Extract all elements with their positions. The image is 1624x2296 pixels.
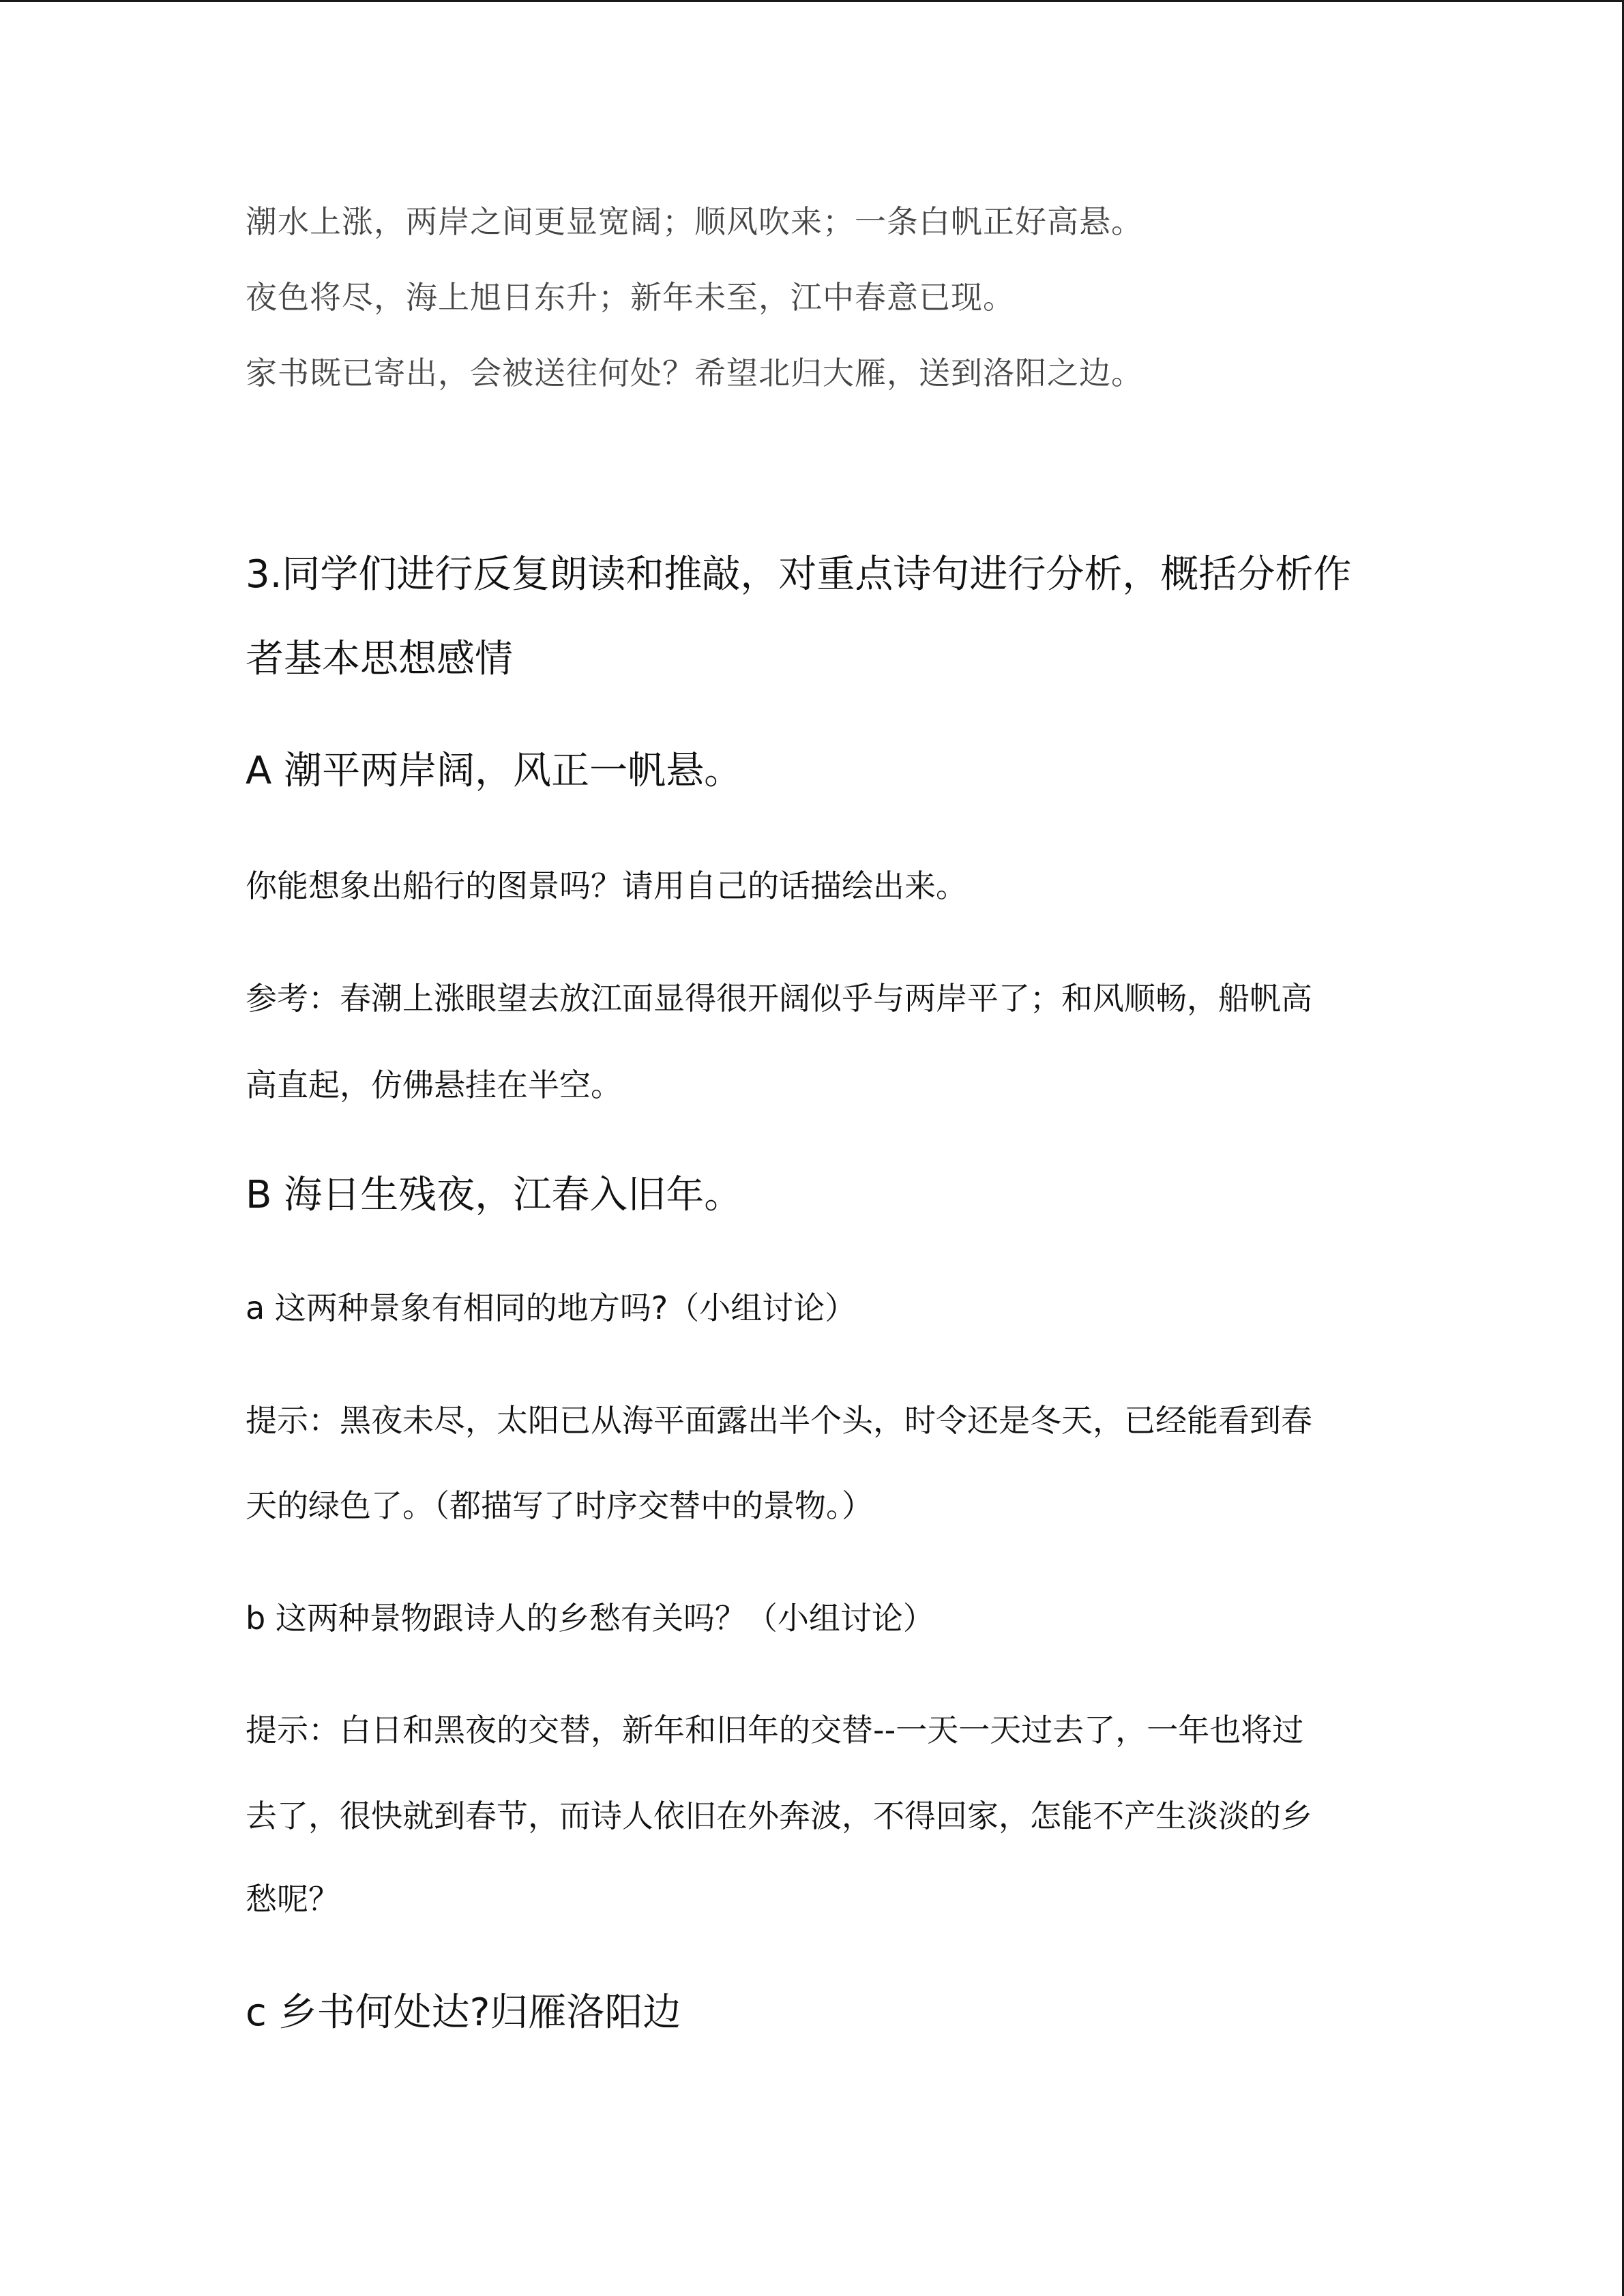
part-b-question-a: a 这两种景象有相同的地方吗?（小组讨论） — [246, 1289, 857, 1326]
section-heading-line-1: 3.同学们进行反复朗读和推敲，对重点诗句进行分析，概括分析作 — [246, 552, 1352, 597]
part-b-hint-a-line-2: 天的绿色了。（都描写了时序交替中的景物。） — [246, 1487, 873, 1524]
part-b-hint-b-line-3: 愁呢？ — [246, 1881, 340, 1918]
section-heading-line-2: 者基本思想感情 — [246, 637, 513, 681]
translation-line-3: 家书既已寄出，会被送往何处？希望北归大雁，送到洛阳之边。 — [246, 355, 1143, 391]
part-b-hint-b-line-2: 去了，很快就到春节，而诗人依旧在外奔波，不得回家，怎能不产生淡淡的乡 — [246, 1798, 1312, 1834]
part-b-heading: B 海日生残夜，江春入旧年。 — [246, 1173, 743, 1217]
part-a-question: 你能想象出船行的图景吗？请用自己的话描绘出来。 — [246, 867, 967, 904]
part-a-reference-line-1: 参考：春潮上涨眼望去放江面显得很开阔似乎与两岸平了；和风顺畅，船帆高 — [246, 980, 1312, 1017]
part-a-heading: A 潮平两岸阔，风正一帆悬。 — [246, 749, 743, 793]
translation-line-2: 夜色将尽，海上旭日东升；新年未至，江中春意已现。 — [246, 279, 1015, 316]
translation-line-1: 潮水上涨，两岸之间更显宽阔；顺风吹来；一条白帆正好高悬。 — [246, 203, 1143, 240]
part-b-hint-b-line-1: 提示：白日和黑夜的交替，新年和旧年的交替--一天一天过去了，一年也将过 — [246, 1712, 1304, 1748]
part-c-heading: c 乡书何处达?归雁洛阳边 — [246, 1991, 681, 2035]
part-b-hint-a-line-1: 提示：黑夜未尽，太阳已从海平面露出半个头，时令还是冬天，已经能看到春 — [246, 1402, 1312, 1439]
part-b-question-b: b 这两种景物跟诗人的乡愁有关吗？（小组讨论） — [246, 1600, 934, 1637]
part-a-reference-line-2: 高直起，仿佛悬挂在半空。 — [246, 1067, 622, 1103]
page-border-top — [0, 0, 1624, 2]
